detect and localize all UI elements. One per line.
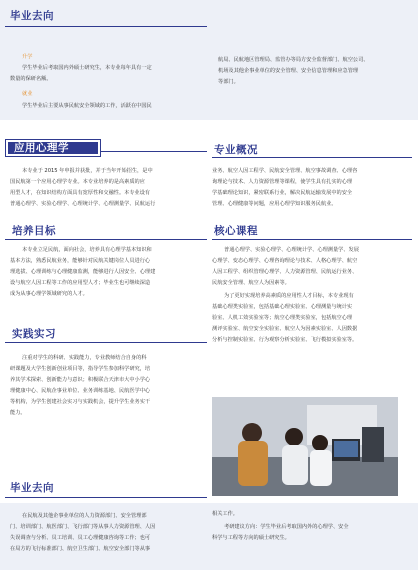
lab-photo xyxy=(212,397,398,496)
bottom-left-line: 门、培训部门、航医部门、飞行部门等从事人力资源管理、人因 xyxy=(10,524,156,530)
goal-line: 理选拔、心理训练与心理健康监测，能够进行人因安全、心理建 xyxy=(10,269,156,275)
core-line: 心理学、变态心理学、心理咨询理论与技术、人格心理学、航空 xyxy=(212,258,358,264)
practice-title: 实践实习 xyxy=(12,328,56,340)
top-right-text-3: 等部门。 xyxy=(218,79,239,85)
practice-title-line xyxy=(5,342,207,343)
core-line: 验室、人机工效实验室等；航空心理类实验室，包括航空心理 xyxy=(212,315,353,321)
major-title-box xyxy=(5,139,101,157)
overview-title: 专业概况 xyxy=(214,144,258,156)
bottom-heading-line xyxy=(5,497,207,498)
practice-line: 研课题及大学生创新创业项目等，指导学生参加科学研究，培 xyxy=(10,366,151,372)
bottom-left-line: 在民航及其他企事业单位的人力资源部门、安全管理部 xyxy=(22,513,147,519)
employment-label: 就业 xyxy=(22,91,33,97)
bottom-right-line: 科学与工程等方向的硕士研究生。 xyxy=(212,535,290,541)
further-study-text-2: 数量的保研名额。 xyxy=(10,76,52,82)
overview-line: 学基础理论知识，紧密联系行业，解决民航运输发展中的安全 xyxy=(212,190,353,196)
top-right-text-1: 航局、民航地区管理局、监管办等局方安全监督部门、航空公司、 xyxy=(218,57,369,63)
core-line: 基础心理类实验室，包括基础心理实验室、心理测量与统计实 xyxy=(212,304,353,310)
bottom-graduation-heading: 毕业去向 xyxy=(10,482,54,494)
core-title: 核心课程 xyxy=(214,225,258,237)
major-intro-line: 国民航第一个应用心理学专业。本专业培养的是高素质的应 xyxy=(10,179,145,185)
practice-line: 理健康中心、民航企事业单位、业务训练基地、民航医学中心 xyxy=(10,388,151,394)
practice-line: 能力。 xyxy=(10,410,26,416)
core-line: 民航安全管理、航空人为因素等。 xyxy=(212,280,290,286)
goal-title: 培养目标 xyxy=(12,225,56,237)
top-right-text-2: 机场及其他企事业单位的安全管理、安全信息管理和应急管理 xyxy=(218,68,359,74)
overview-line: 管理、心理健康等问题，应用心理学知识服务民航业。 xyxy=(212,201,337,207)
bottom-left-line: 失误调查与分析、员工培训、员工心理健康咨询等工作；也可 xyxy=(10,535,151,541)
top-graduation-heading: 毕业去向 xyxy=(10,10,54,22)
goal-line: 成为从事心理学领域研究的人才。 xyxy=(10,291,88,297)
goal-line: 设与航空人因工程等工作的应用型人才；毕业生也可继续深造 xyxy=(10,280,151,286)
bottom-right-line: 考研建议方向：学生毕业后考取国内外的心理学、安全 xyxy=(224,524,349,530)
bottom-left-line: 在局方的飞行标准部门、航空卫生部门、航空安全部门等从事 xyxy=(10,546,151,552)
overview-line: 询理论与技术、人力资源管理等课程，使学生具有扎实的心理 xyxy=(212,179,353,185)
core-line: 分析与控制实验室、行为观察分析实验室、飞行模拟实验室等。 xyxy=(212,337,358,343)
major-title: 应用心理学 xyxy=(8,142,98,154)
lab-photo-illustration xyxy=(212,397,398,496)
bottom-right-line: 相关工作。 xyxy=(212,511,238,517)
core-line: 普通心理学、实验心理学、心理统计学、心理测量学、发展 xyxy=(224,247,359,253)
overview-line: 业务、航空人因工程学、民航安全管理、航空事故调查、心理咨 xyxy=(212,168,358,174)
practice-line: 等机构，为学生创建社会实习与实践机会，提升学生业务实干 xyxy=(10,399,151,405)
core-line: 为了更好实现培养高素质的应用性人才目标，本专业现有 xyxy=(224,293,354,299)
goal-line: 基本方法，熟悉民航业务，能够针对民航关键岗位人员进行心 xyxy=(10,258,151,264)
further-study-label: 升学 xyxy=(22,54,33,60)
core-line: 测评实验室、航空安全实验室、航空人为因素实验室、人因数据 xyxy=(212,326,358,332)
major-title-line xyxy=(101,151,207,152)
further-study-text-1: 学生毕业后考取国内外硕士研究生，本专业每年具有一定 xyxy=(22,65,152,71)
goal-title-line xyxy=(5,239,207,240)
major-intro-line: 普通心理学、实验心理学、心理统计学、心理测量学、民航运行 xyxy=(10,201,156,207)
top-heading-line xyxy=(5,26,207,27)
overview-title-line xyxy=(212,157,412,158)
core-title-line xyxy=(212,239,412,240)
practice-line: 注重对学生的科研、实践能力，专业教师结合自身的科 xyxy=(22,355,147,361)
employment-text: 学生毕业后主要从事民航安全领域的工作，活跃在中国民 xyxy=(22,103,152,109)
practice-line: 养其学术探索、创新能力与意识；积极联合天津市大中小学心 xyxy=(10,377,151,383)
core-line: 人因工程学、组织管理心理学、人力资源管理、民航运行业务、 xyxy=(212,269,358,275)
major-intro-line: 本专业于 2015 年申报并获批，并于当年开始招生，是中 xyxy=(22,168,153,174)
goal-line: 本专业立足民航，面向社会，培养具有心理学基本知识和 xyxy=(22,247,152,253)
major-intro-line: 用型人才，在知识结构方面具有宽厚性和交融性。本专业设有 xyxy=(10,190,151,196)
